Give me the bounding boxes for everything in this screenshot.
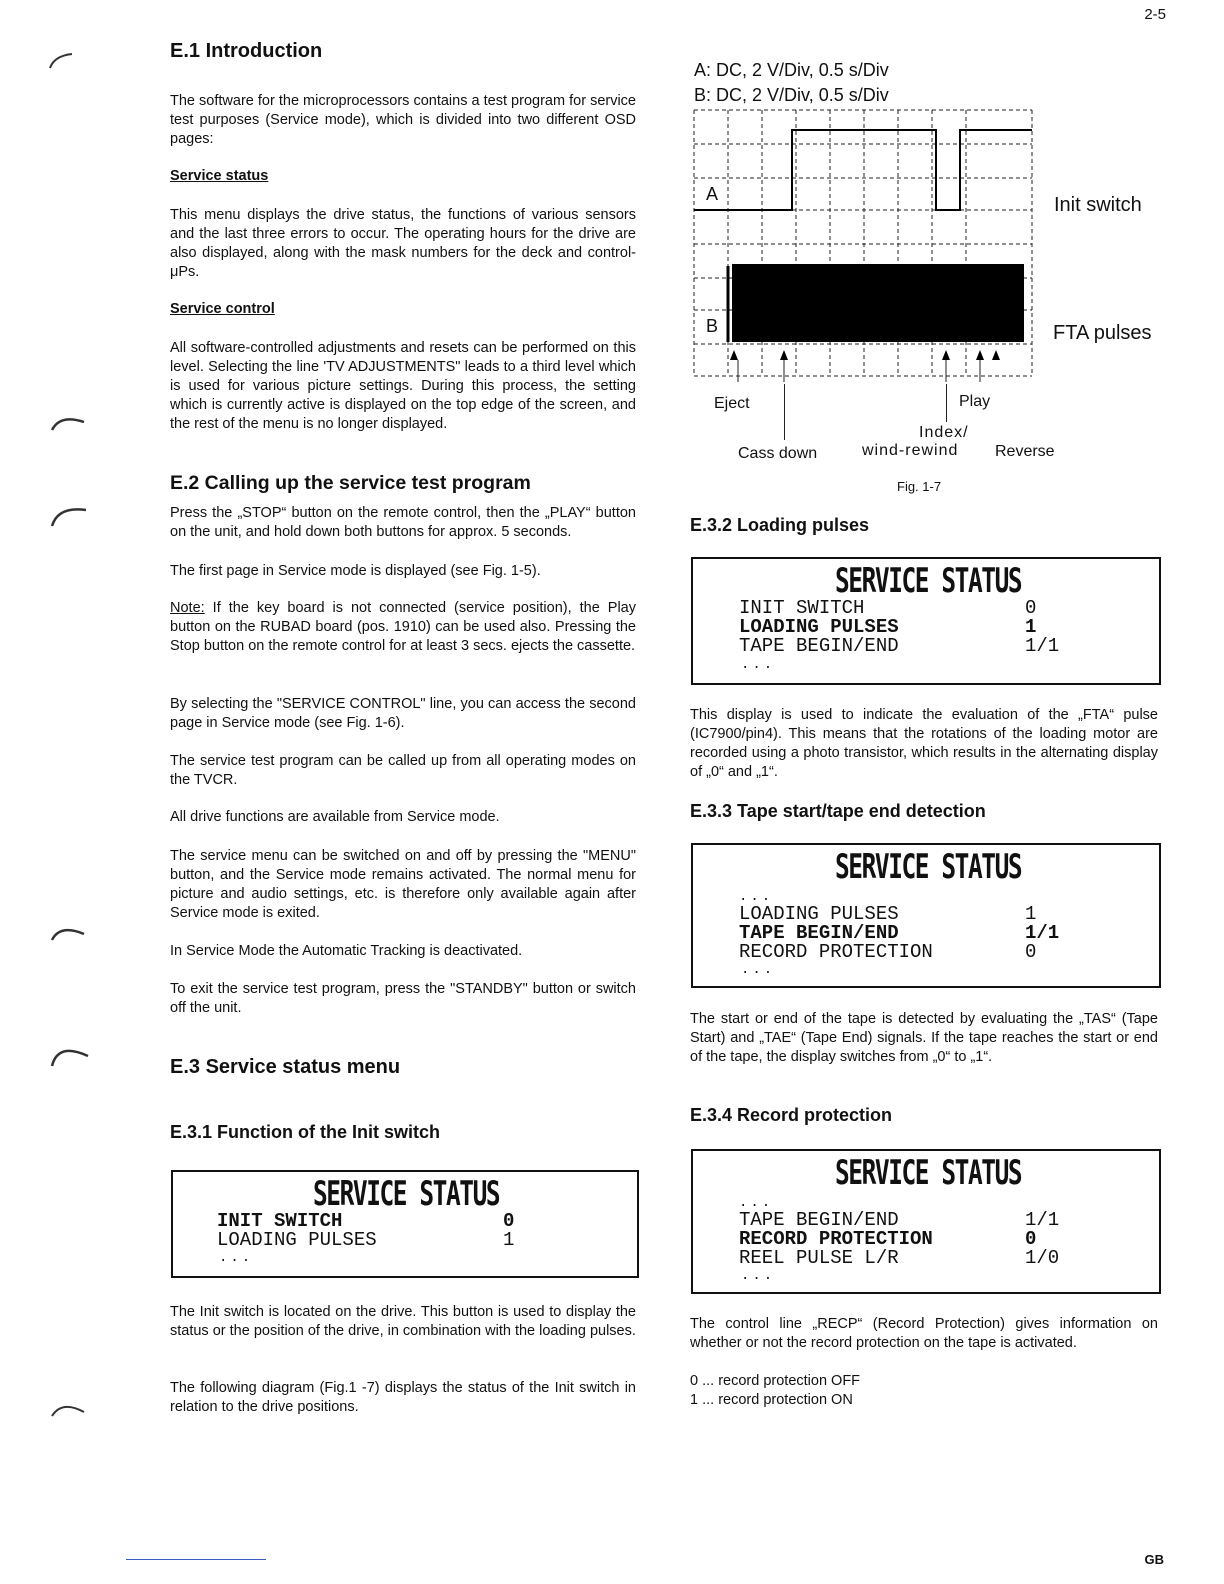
status-row-value: 0 bbox=[1025, 597, 1037, 619]
calling-paragraph-4: All drive functions are available from Service mode. bbox=[170, 809, 500, 825]
status-row-label: INIT SWITCH bbox=[217, 1210, 343, 1232]
note-label: Note: bbox=[170, 600, 205, 616]
status-box-ellipsis: ... bbox=[219, 1250, 254, 1266]
calling-paragraph-1: Press the „STOP“ button on the remote control, then the „PLAY“ button on the unit, and hold down both buttons for approx. 5 seconds. bbox=[170, 505, 636, 540]
index-label: Index/ bbox=[919, 424, 969, 441]
status-row-value: 1/1 bbox=[1025, 635, 1060, 657]
tape-paragraph: The start or end of the tape is detected by evaluating the „TAS“ (Tape Start) and „TAE“ (Tape End) signals. If the tape reaches the start or end of the tape, the display switches from „0“ to „1“. bbox=[690, 1011, 1158, 1065]
event-arrows bbox=[730, 350, 1000, 360]
status-row-label: LOADING PULSES bbox=[739, 903, 899, 925]
init-switch-trace bbox=[694, 130, 1032, 210]
intro-paragraph: The software for the microprocessors contains a test program for service test purposes (Service mode), which is divided into two different OSD pages: bbox=[170, 93, 636, 147]
section-title-calling: E.2 Calling up the service test program bbox=[170, 472, 531, 494]
margin-mark-icon bbox=[44, 1394, 90, 1420]
subsection-title-init: E.3.1 Function of the Init switch bbox=[170, 1122, 441, 1142]
status-box-ellipsis: ... bbox=[741, 657, 776, 673]
service-status-box-init bbox=[171, 1170, 639, 1278]
subsection-title-loading: E.3.2 Loading pulses bbox=[690, 515, 870, 535]
service-status-text: This menu displays the drive status, the functions of various sensors and the last three errors to occur. The operating hours for the drive are also displayed, along with the mask numbers for the deck and control-μPs. bbox=[170, 207, 636, 280]
play-label: Play bbox=[959, 393, 991, 410]
section-title-status-menu: E.3 Service status menu bbox=[170, 1056, 401, 1078]
status-row-label: TAPE BEGIN/END bbox=[739, 635, 899, 657]
figure-caption: Fig. 1-7 bbox=[897, 479, 942, 494]
loading-paragraph: This display is used to indicate the evaluation of the „FTA“ pulse (IC7900/pin4). This means that the rotations of the loading motor are recorded using a photo transistor, which results in the alternating display of „0“ and „1“. bbox=[690, 707, 1158, 780]
status-box-title: SERVICE STATUS bbox=[835, 561, 1022, 601]
status-box-title: SERVICE STATUS bbox=[313, 1174, 500, 1214]
fta-pulse-burst bbox=[732, 264, 1024, 342]
page-number: 2-5 bbox=[1144, 6, 1166, 23]
calling-paragraph-1b: The first page in Service mode is displayed (see Fig. 1-5). bbox=[170, 563, 541, 579]
calling-paragraph-5: The service menu can be switched on and off by pressing the "MENU" button, and the Service mode remains activated. The normal menu for picture and audio settings, etc. is therefore only available again after Service mode is exited. bbox=[170, 848, 636, 921]
play-pointer bbox=[946, 384, 947, 422]
note-text: If the key board is not connected (service position), the Play button on the RUBAD board (pos. 1910) can be used also. Pressing the Stop button on the remote control for at least 3 secs. ejects the cassette. bbox=[170, 600, 636, 654]
status-box-ellipsis: ... bbox=[739, 889, 774, 905]
subsection-title-tape: E.3.3 Tape start/tape end detection bbox=[690, 801, 986, 821]
status-box-ellipsis: ... bbox=[741, 1268, 776, 1284]
margin-mark-icon bbox=[44, 500, 90, 530]
status-row-label: LOADING PULSES bbox=[217, 1229, 377, 1251]
record-paragraph: The control line „RECP“ (Record Protection) gives information on whether or not the record protection on the tape is activated. bbox=[690, 1316, 1158, 1351]
footer-language: GB bbox=[1144, 1552, 1164, 1567]
calling-paragraph-3: The service test program can be called up from all operating modes on the TVCR. bbox=[170, 753, 636, 788]
margin-mark-icon bbox=[40, 48, 80, 72]
status-row-label: TAPE BEGIN/END bbox=[739, 922, 899, 944]
status-row-value: 0 bbox=[1025, 941, 1037, 963]
channel-b-label: B bbox=[706, 316, 719, 336]
cass-down-label: Cass down bbox=[738, 445, 818, 462]
service-status-box-tape bbox=[691, 843, 1161, 988]
status-box-title: SERVICE STATUS bbox=[835, 1153, 1022, 1193]
margin-mark-icon bbox=[44, 918, 90, 944]
status-row-value: 1 bbox=[1025, 616, 1037, 638]
service-status-box-record bbox=[691, 1149, 1161, 1294]
margin-mark-icon bbox=[44, 408, 90, 434]
fta-pulses-label: FTA pulses bbox=[1053, 322, 1152, 344]
record-on-line: 1 ... record protection ON bbox=[690, 1392, 853, 1408]
status-row-label: LOADING PULSES bbox=[739, 616, 899, 638]
status-row-label: TAPE BEGIN/END bbox=[739, 1209, 899, 1231]
diagram-channel-b-settings: B: DC, 2 V/Div, 0.5 s/Div bbox=[694, 85, 889, 105]
service-status-box-loading bbox=[691, 557, 1161, 685]
subsection-title-record: E.3.4 Record protection bbox=[690, 1105, 893, 1125]
channel-a-label: A bbox=[706, 184, 719, 204]
reverse-label: Reverse bbox=[995, 443, 1055, 460]
status-row-value: 1 bbox=[503, 1229, 515, 1251]
init-paragraph-2: The following diagram (Fig.1 -7) displays the status of the Init switch in relation to the drive positions. bbox=[170, 1380, 636, 1415]
status-box-ellipsis: ... bbox=[739, 1195, 774, 1211]
oscilloscope-diagram bbox=[690, 106, 1036, 382]
record-off-line: 0 ... record protection OFF bbox=[690, 1373, 861, 1389]
status-row-label: INIT SWITCH bbox=[739, 597, 865, 619]
status-row-value: 0 bbox=[503, 1210, 515, 1232]
service-control-text: All software-controlled adjustments and resets can be performed on this level. Selecting the line 'TV ADJUSTMENTS" leads to a third level which is used for various picture settings. During this process, the setting which is currently active is displayed on the top edge of the screen, and the rest of the menu is no longer displayed. bbox=[170, 340, 636, 432]
calling-paragraph-2: By selecting the "SERVICE CONTROL" line, you can access the second page in Service mode (see Fig. 1-6). bbox=[170, 696, 636, 731]
calling-paragraph-6: In Service Mode the Automatic Tracking is deactivated. bbox=[170, 943, 523, 959]
service-status-heading: Service status bbox=[170, 168, 269, 184]
status-row-value: 0 bbox=[1025, 1228, 1037, 1250]
status-box-title: SERVICE STATUS bbox=[835, 847, 1022, 887]
status-row-value: 1 bbox=[1025, 903, 1037, 925]
status-row-label: RECORD PROTECTION bbox=[739, 941, 933, 963]
status-row-value: 1/0 bbox=[1025, 1247, 1060, 1269]
margin-mark-icon bbox=[44, 1036, 92, 1070]
status-row-value: 1/1 bbox=[1025, 1209, 1060, 1231]
service-control-heading: Service control bbox=[170, 301, 275, 317]
status-row-label: REEL PULSE L/R bbox=[739, 1247, 899, 1269]
status-row-label: RECORD PROTECTION bbox=[739, 1228, 933, 1250]
eject-label: Eject bbox=[714, 395, 750, 412]
init-paragraph-1: The Init switch is located on the drive. This button is used to display the status or the position of the drive, in combination with the loading pulses. bbox=[170, 1304, 636, 1339]
wind-rewind-label: wind-rewind bbox=[862, 442, 959, 459]
footer-line bbox=[126, 1559, 266, 1560]
calling-paragraph-7: To exit the service test program, press the "STANDBY" button or switch off the unit. bbox=[170, 981, 636, 1016]
cass-down-pointer bbox=[784, 384, 785, 440]
diagram-channel-a-settings: A: DC, 2 V/Div, 0.5 s/Div bbox=[694, 60, 889, 80]
section-title-introduction: E.1 Introduction bbox=[170, 40, 323, 62]
status-box-ellipsis: ... bbox=[741, 962, 776, 978]
status-row-value: 1/1 bbox=[1025, 922, 1060, 944]
calling-note bbox=[170, 599, 636, 656]
init-switch-label: Init switch bbox=[1054, 194, 1142, 216]
